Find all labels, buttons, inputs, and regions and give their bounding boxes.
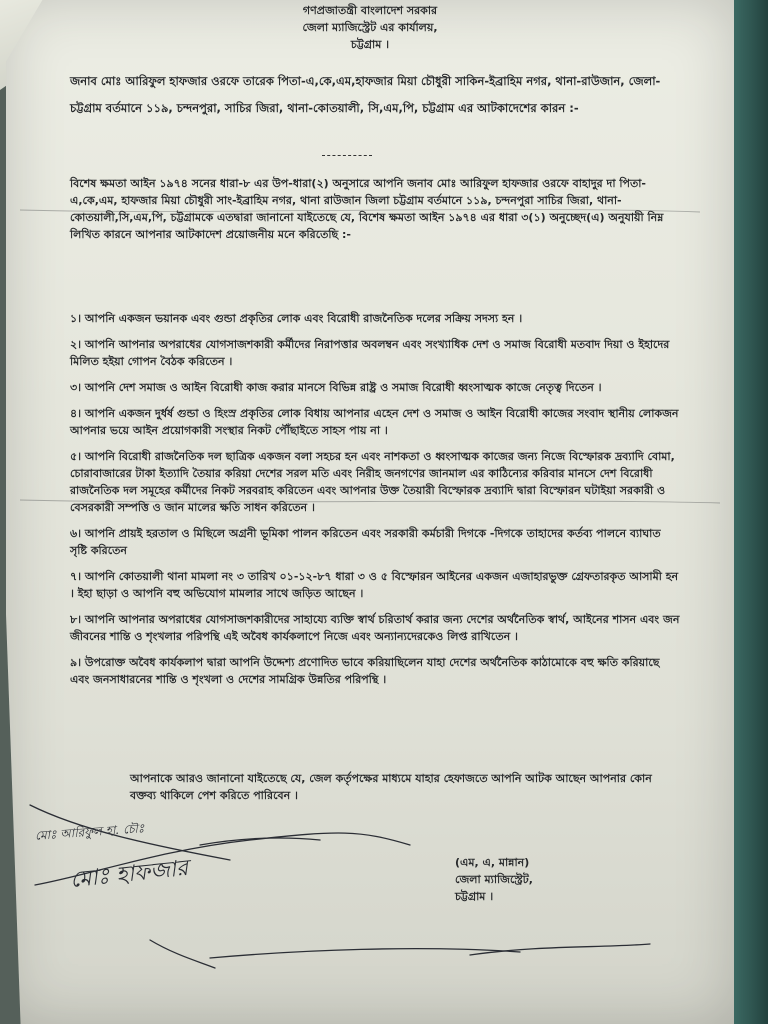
- letterhead-office: জেলা ম্যাজিস্ট্রেট এর কার্যালয়,: [302, 21, 438, 34]
- ground-item: ৫। আপনি বিরোধী রাজনৈতিক দল ছাত্রিক একজন বলা সহচর হন এবং নাশকতা ও ধ্বংসাত্মক কাজের জন্য নিজে বিস্ফোরক দ্রব্যাদি বোমা, চোরাবাজারের টাকা ইত্যাদি তৈয়ার করিয়া দেশের সরল মতি এবং নিরীহ জনগণের জানমাল এর কাঠিন্যের করিবার মানসে দেশ বিরোধী রাজনৈতিক দল সমূহের কর্মীদের নিকট সরবরাহ করিতেন এবং আপনার উক্ত তৈয়ারী বিস্ফোরক দ্রব্যাদি দ্বারা বিস্ফোরন ঘটাইয়া সরকারী ও বেসরকারী সম্পত্তি ও জান মালের ক্ষতি সাধন করিতেন ।: [70, 450, 675, 514]
- ground-item: ৮। আপনি আপনার অপরাধের যোগসাজশকারীদের সাহায্যে ব্যক্তি স্বার্থ চরিতার্থ করার জন্য দেশের অর্থনৈতিক স্বার্থ, আইনের শাসন এবং জন জীবনের শান্তি ও শৃংখলার পরিপন্থি এই অবৈধ কার্যকলাপে নিজে এবং অন্যান্যদেরকেও লিপ্ত রাখিতেন ।: [70, 613, 680, 643]
- ground-item: ৭। আপনি কোতয়ালী থানা মামলা নং ৩ তারিখ ০১-১২-৮৭ ধারা ৩ ও ৫ বিস্ফোরন আইনের একজন এজাহারভুক্ত গ্রেফতারকৃত আসামী হন । ইহা ছাড়া ও আপনি বহু অভিযোগ মামলার সাথে জড়িত আছেন ।: [70, 570, 679, 600]
- signatory-title: জেলা ম্যাজিস্ট্রেট,: [455, 873, 533, 886]
- detention-order-document: [30, 0, 710, 1024]
- ground-item: ৯। উপরোক্ত অবৈধ কার্যকলাপ দ্বারা আপনি উদ্দেশ্য প্রণোদিত ভাবে করিয়াছিলেন যাহা দেশের অর্থনৈতিক কাঠামোকে বহু ক্ষতি করিয়াছে এবং জনসাধারনের শান্তি ও শৃংখলা ও দেশের সামগ্রিক উন্নতির পরিপন্থি ।: [70, 656, 660, 686]
- closing-paragraph: আপনাকে আরও জানানো যাইতেছে যে, জেল কর্তৃপক্ষের মাধ্যমে যাহার হেফাজতে আপনি আটক আছেন আপনার কোন বক্তব্য থাকিলে পেশ করিতে পারিবেন ।: [130, 772, 652, 802]
- ground-item: ৩। আপনি দেশ সমাজ ও আইন বিরোধী কাজ করার মানসে বিভিন্ন রাষ্ট্র ও সমাজ বিরোধী ধ্বংসাত্মক কাজে নেতৃত্ব দিতেন ।: [70, 381, 602, 394]
- handwritten-signature-recipient: মোঃ আরিফুল হা. চৌঃ: [34, 821, 145, 843]
- handwritten-signature-witness: মোঃ হাফজার: [69, 855, 190, 894]
- intro-paragraph: বিশেষ ক্ষমতা আইন ১৯৭৪ সনের ধারা-৮ এর উপ-ধারা(২) অনুসারে আপনি জনাব মোঃ আরিফুল হাফজার ওরফে বাহাদুর দা পিতা-এ,কে,এম, হাফজার মিয়া চৌধুরী সাং-ইব্রাহিম নগর, থানা রাউজান জিলা চট্টগ্রাম বর্তমানে ১১৯, চন্দনপুরা সাচির জিরা, থানা-কোতয়ালী,সি,এম,পি, চট্টগ্রামকে এতদ্বারা জানানো যাইতেছে যে, বিশেষ ক্ষমতা আইন ১৯৭৪ এর ধারা ৩(১) অনুচ্ছেদ(এ) অনুযায়ী নিম্ন লিখিত কারনে আপনার আটকাদেশ প্রয়োজনীয় মনে করিতেছি :-: [70, 177, 664, 241]
- ground-item: ৪। আপনি একজন দুর্ধর্ষ গুন্ডা ও হিংস্র প্রকৃতির লোক বিধায় আপনার এহেন দেশ ও সমাজ ও আইন বিরোধী কাজের সংবাদ স্থানীয় লোকজন আপনার ভয়ে আইন প্রয়োগকারী সংস্থার নিকট পৌঁছাইতে সাহস পায় না ।: [70, 407, 679, 437]
- ground-item: ১। আপনি একজন ভয়ানক এবং গুন্ডা প্রকৃতির লোক এবং বিরোধী রাজনৈতিক দলের সক্রিয় সদস্য হন ।: [70, 312, 523, 325]
- grounds-list: [70, 310, 680, 697]
- signatory-name: (এম, এ, মান্নান): [455, 856, 530, 869]
- letterhead: [30, 2, 710, 53]
- letterhead-government: গণপ্রজাতন্ত্রী বাংলাদেশ সরকার: [302, 4, 438, 17]
- ground-item: ৬। আপনি প্রায়ই হরতাল ও মিছিলে অগ্রনী ভূমিকা পালন করিতেন এবং সরকারী কর্মচারী দিগকে -দিগকে তাহাদের কর্তব্য পালনে ব্যাঘাত সৃষ্টি করিতেন: [70, 527, 661, 557]
- ground-item: ২। আপনি আপনার অপরাধের যোগসাজশকারী কর্মীদের নিরাপত্তার অবলম্বন এবং সংখ্যাধিক দেশ ও সমাজ বিরোধী মতবাদ দিয়া ও ইহাদের মিলিত হইয়া গোপন বৈঠক করিতেন ।: [70, 338, 670, 368]
- background-right-edge: [728, 0, 768, 1024]
- subject-underline: [322, 155, 372, 156]
- signatory-block: [455, 854, 655, 905]
- subject-line: জনাব মোঃ আরিফুল হাফজার ওরফে তারেক পিতা-এ,কে,এম,হাফজার মিয়া চৌধুরী সাকিন-ইব্রাহিম নগর, থানা-রাউজান, জেলা-চট্টগ্রাম বর্তমানে ১১৯, চন্দনপুরা, সাচির জিরা, থানা-কোতয়ালী, সি,এম,পি, চট্টগ্রাম এর আটকাদেশের কারন :-: [70, 74, 661, 115]
- signatory-place: চট্টগ্রাম ।: [455, 890, 494, 903]
- letterhead-city: চট্টগ্রাম ।: [350, 38, 390, 51]
